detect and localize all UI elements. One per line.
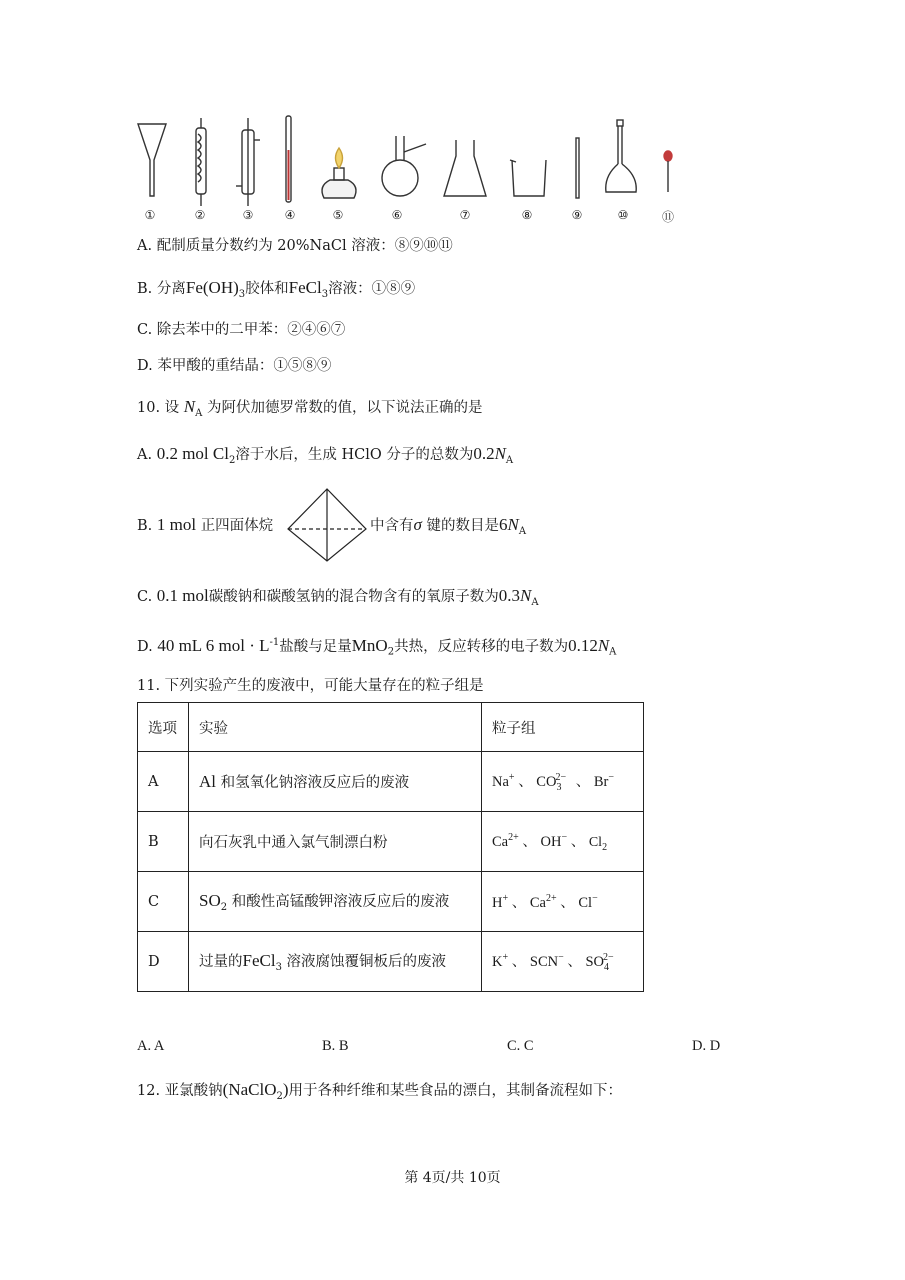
q12-stem: 12. 亚氯酸钠(NaClO$_2$)用于各种纤维和某些食品的漂白，其制备流程如下： (137, 1080, 623, 1102)
row-option: B (138, 812, 189, 872)
table-row (138, 812, 644, 872)
header-option: 选项 (138, 703, 189, 752)
row-particles: K+ 、 SCN− 、 $SO_4^{2-}$ (482, 932, 644, 992)
q10-option-b-cont: 中含有σ 键的数目是$6N_A$ (370, 515, 527, 537)
straight-condenser-icon (236, 118, 260, 206)
choice-c: C. C (507, 1038, 534, 1054)
distillation-flask-icon (382, 136, 426, 196)
row-experiment: $SO_2$ 和酸性高锰酸钾溶液反应后的废液 (189, 872, 482, 932)
q11-table (137, 702, 644, 992)
apparatus-number: ② (194, 208, 206, 222)
page-footer: 第 4页/共 10页 (404, 1170, 501, 1186)
apparatus-number: ③ (242, 208, 254, 222)
apparatus-number: ⑥ (391, 208, 403, 222)
apparatus-number: ⑨ (571, 208, 583, 222)
row-particles: H+ 、 $Ca^{2+}$ 、 Cl− (482, 872, 644, 932)
apparatus-number: ① (144, 208, 156, 222)
alcohol-lamp-icon (322, 148, 356, 198)
row-option: D (138, 932, 189, 992)
tetrahedrane-structure-figure (286, 487, 368, 563)
dropper-icon (664, 151, 672, 192)
q10-option-b: B. 1 mol 正四面体烷 (137, 515, 274, 534)
table-row (138, 872, 644, 932)
row-particles: Na+ 、 $CO_3^{2-}$ 、 Br− (482, 752, 644, 812)
row-experiment: 向石灰乳中通入氯气制漂白粉 (189, 812, 482, 872)
table-header-row (138, 703, 644, 752)
row-experiment: Al 和氢氧化钠溶液反应后的废液 (189, 752, 482, 812)
apparatus-number: ⑩ (617, 208, 629, 222)
apparatus-number: ⑪ (661, 210, 674, 224)
q9-option-a: A. 配制质量分数约为 20%NaCl 溶液：⑧⑨⑩⑪ (137, 238, 453, 254)
q11-stem: 11. 下列实验产生的废液中，可能大量存在的粒子组是 (137, 678, 484, 694)
apparatus-number: ⑧ (521, 208, 533, 222)
q10-stem: 10. 设 $N_A$ 为阿伏加德罗常数的值，以下说法正确的是 (137, 397, 483, 419)
apparatus-number: ⑦ (459, 208, 471, 222)
q10-option-a: A. 0.2 mol $Cl_2$溶于水后，生成 HClO 分子的总数为$0.2N_A$ (137, 444, 514, 466)
choice-d: D. D (692, 1038, 721, 1054)
header-experiment: 实验 (189, 703, 482, 752)
beaker-icon (510, 160, 546, 196)
glass-rod-icon (576, 138, 579, 198)
header-particles: 粒子组 (482, 703, 644, 752)
choice-a: A. A (137, 1038, 165, 1054)
table-row (138, 752, 644, 812)
row-particles: $Ca^{2+}$ 、 OH− 、 $Cl_2$ (482, 812, 644, 872)
q9-option-b: B. 分离$Fe(OH)_3$胶体和FeCl$_3$溶液：①⑧⑨ (137, 278, 416, 300)
conical-flask-icon (444, 140, 486, 196)
apparatus-number: ⑤ (332, 208, 344, 222)
q10-option-d: D. 40 mL 6 mol · $L^{-1}$盐酸与足量MnO$_2$共热，反应转移的电子数为$0.12N_A$ (137, 635, 617, 658)
row-option: A (138, 752, 189, 812)
q9-option-c: C. 除去苯中的二甲苯：②④⑥⑦ (137, 322, 346, 338)
lab-apparatus-figure (130, 110, 690, 230)
table-row (138, 932, 644, 992)
choice-b: B. B (322, 1038, 349, 1054)
funnel-icon (138, 124, 166, 196)
volumetric-flask-icon (606, 120, 636, 192)
row-option: C (138, 872, 189, 932)
thermometer-icon (286, 116, 291, 202)
q10-option-c: C. 0.1 mol碳酸钠和碳酸氢钠的混合物含有的氧原子数为$0.3N_A$ (137, 586, 539, 608)
q9-option-d: D. 苯甲酸的重结晶：①⑤⑧⑨ (137, 358, 332, 374)
row-experiment: 过量的FeCl$_3$ 溶液腐蚀覆铜板后的废液 (189, 932, 482, 992)
condenser-icon (196, 118, 206, 206)
apparatus-number: ④ (284, 208, 296, 222)
